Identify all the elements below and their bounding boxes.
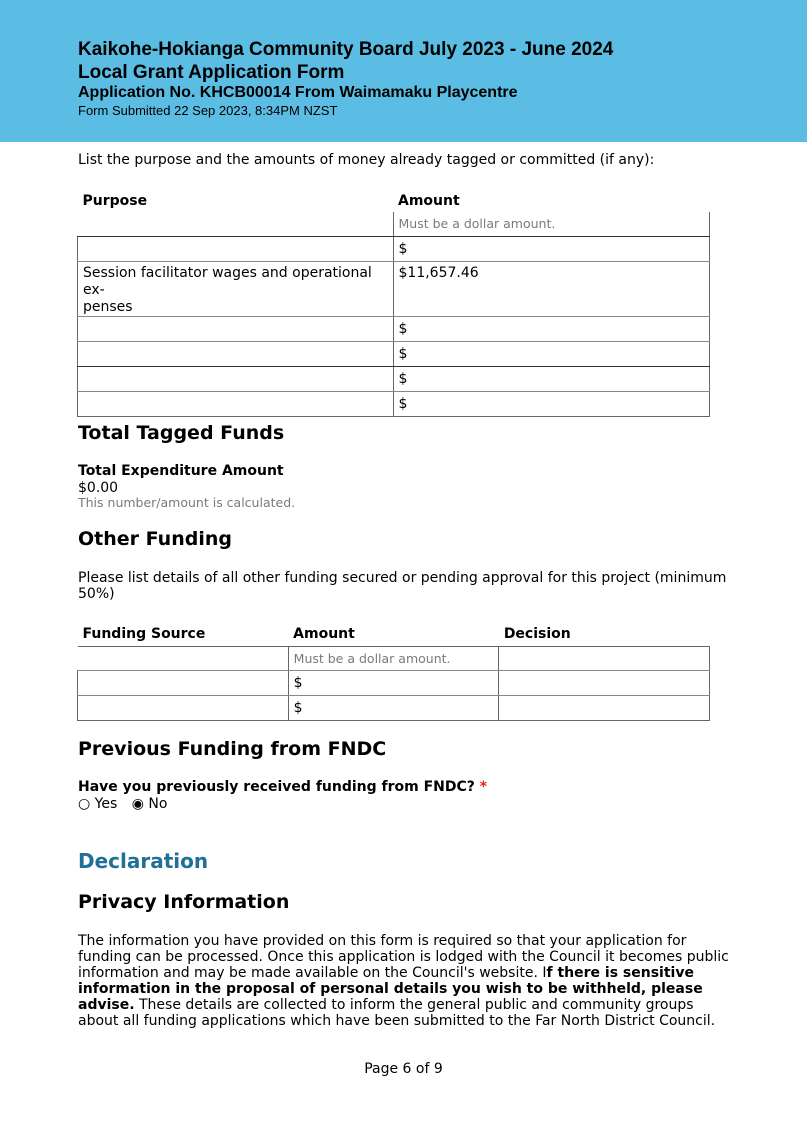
col-header-amount: Amount	[398, 193, 460, 209]
purpose-cell[interactable]	[78, 391, 394, 416]
other-funding-table	[77, 623, 710, 721]
amount-cell[interactable]: $	[288, 695, 499, 720]
privacy-text: information and may be made available on the Council's website. I	[78, 965, 547, 981]
total-tagged-heading: Total Tagged Funds	[78, 422, 285, 444]
header-band	[0, 0, 807, 142]
privacy-line	[78, 997, 738, 1013]
other-intro-line-2: 50%)	[78, 586, 115, 602]
purpose-line-1: Session facilitator wages and operational ex-	[83, 264, 372, 298]
amount-cell[interactable]: $	[393, 341, 710, 366]
amount-cell[interactable]: $	[393, 236, 710, 261]
previous-funding-question	[78, 779, 487, 795]
col-header-decision: Decision	[503, 626, 571, 643]
radio-selected-icon: ◉	[131, 796, 144, 812]
hint-row	[78, 646, 710, 670]
other-intro-line-1: Please list details of all other funding secured or pending approval for this project (minimum	[78, 570, 727, 586]
required-asterisk: *	[479, 779, 488, 795]
purpose-line-2: penses	[83, 298, 133, 315]
decision-cell[interactable]	[499, 670, 710, 695]
tagged-intro: List the purpose and the amounts of money already tagged or committed (if any):	[78, 152, 655, 168]
col-header-purpose: Purpose	[82, 193, 148, 209]
table-row[interactable]	[78, 366, 710, 391]
privacy-bold-text: f there is sensitive	[546, 965, 694, 981]
previous-funding-heading: Previous Funding from FNDC	[78, 738, 387, 760]
amount-cell[interactable]: $	[393, 366, 710, 391]
radio-no[interactable]	[132, 796, 168, 812]
radio-unselected-icon: ○	[78, 796, 91, 812]
privacy-paragraph	[78, 933, 738, 1029]
purpose-cell[interactable]	[78, 366, 394, 391]
table-row[interactable]	[78, 341, 710, 366]
application-number: Application No. KHCB00014 From Waimamaku Playcentre	[78, 84, 518, 101]
funding-source-cell[interactable]	[78, 670, 289, 695]
funding-source-cell[interactable]	[78, 695, 289, 720]
previous-funding-options	[78, 796, 167, 812]
title-line-2: Local Grant Application Form	[78, 62, 345, 83]
privacy-heading: Privacy Information	[78, 891, 290, 913]
purpose-cell[interactable]	[78, 341, 394, 366]
privacy-line: The information you have provided on this form is required so that your application for	[78, 933, 687, 949]
privacy-line: about all funding applications which have been submitted to the Far North District Council.	[78, 1013, 716, 1029]
total-expenditure-label: Total Expenditure Amount	[78, 463, 284, 479]
purpose-cell[interactable]	[78, 236, 394, 261]
tagged-funds-table	[77, 190, 710, 417]
other-funding-heading: Other Funding	[78, 528, 232, 550]
declaration-heading: Declaration	[78, 849, 209, 873]
form-title	[78, 38, 613, 84]
amount-hint: Must be a dollar amount.	[393, 212, 710, 236]
table-row[interactable]	[78, 316, 710, 341]
total-expenditure-value: $0.00	[78, 480, 119, 496]
amount-cell[interactable]: $	[393, 391, 710, 416]
radio-yes[interactable]	[78, 796, 122, 812]
radio-yes-label: Yes	[94, 796, 118, 812]
table-header-row	[78, 623, 710, 646]
amount-hint: Must be a dollar amount.	[288, 646, 499, 670]
col-header-funding-source: Funding Source	[82, 626, 206, 643]
amount-cell[interactable]: $	[393, 316, 710, 341]
amount-cell[interactable]: $11,657.46	[393, 261, 710, 316]
privacy-line: funding can be processed. Once this application is lodged with the Council it becomes public	[78, 949, 729, 965]
purpose-cell[interactable]	[78, 261, 394, 316]
table-row[interactable]	[78, 695, 710, 720]
privacy-text: These details are collected to inform the general public and community groups	[134, 997, 694, 1013]
other-funding-intro	[78, 570, 726, 602]
table-row[interactable]	[78, 261, 710, 316]
decision-cell[interactable]	[499, 695, 710, 720]
title-line-1: Kaikohe-Hokianga Community Board July 2023 - June 2024	[78, 39, 614, 60]
amount-cell[interactable]: $	[288, 670, 499, 695]
table-row[interactable]	[78, 391, 710, 416]
privacy-line	[78, 965, 738, 981]
hint-row	[78, 212, 710, 236]
radio-no-label: No	[148, 796, 168, 812]
calculated-note: This number/amount is calculated.	[78, 495, 296, 510]
privacy-line: information in the proposal of personal details you wish to be withheld, please	[78, 981, 703, 997]
purpose-cell[interactable]	[78, 316, 394, 341]
privacy-bold-text: advise.	[78, 997, 135, 1013]
table-row[interactable]	[78, 670, 710, 695]
col-header-amount: Amount	[293, 626, 355, 643]
page-number: Page 6 of 9	[364, 1061, 443, 1077]
question-text: Have you previously received funding from FNDC?	[78, 779, 475, 795]
table-row[interactable]	[78, 236, 710, 261]
table-header-row	[78, 190, 710, 212]
submitted-timestamp: Form Submitted 22 Sep 2023, 8:34PM NZST	[78, 103, 338, 118]
